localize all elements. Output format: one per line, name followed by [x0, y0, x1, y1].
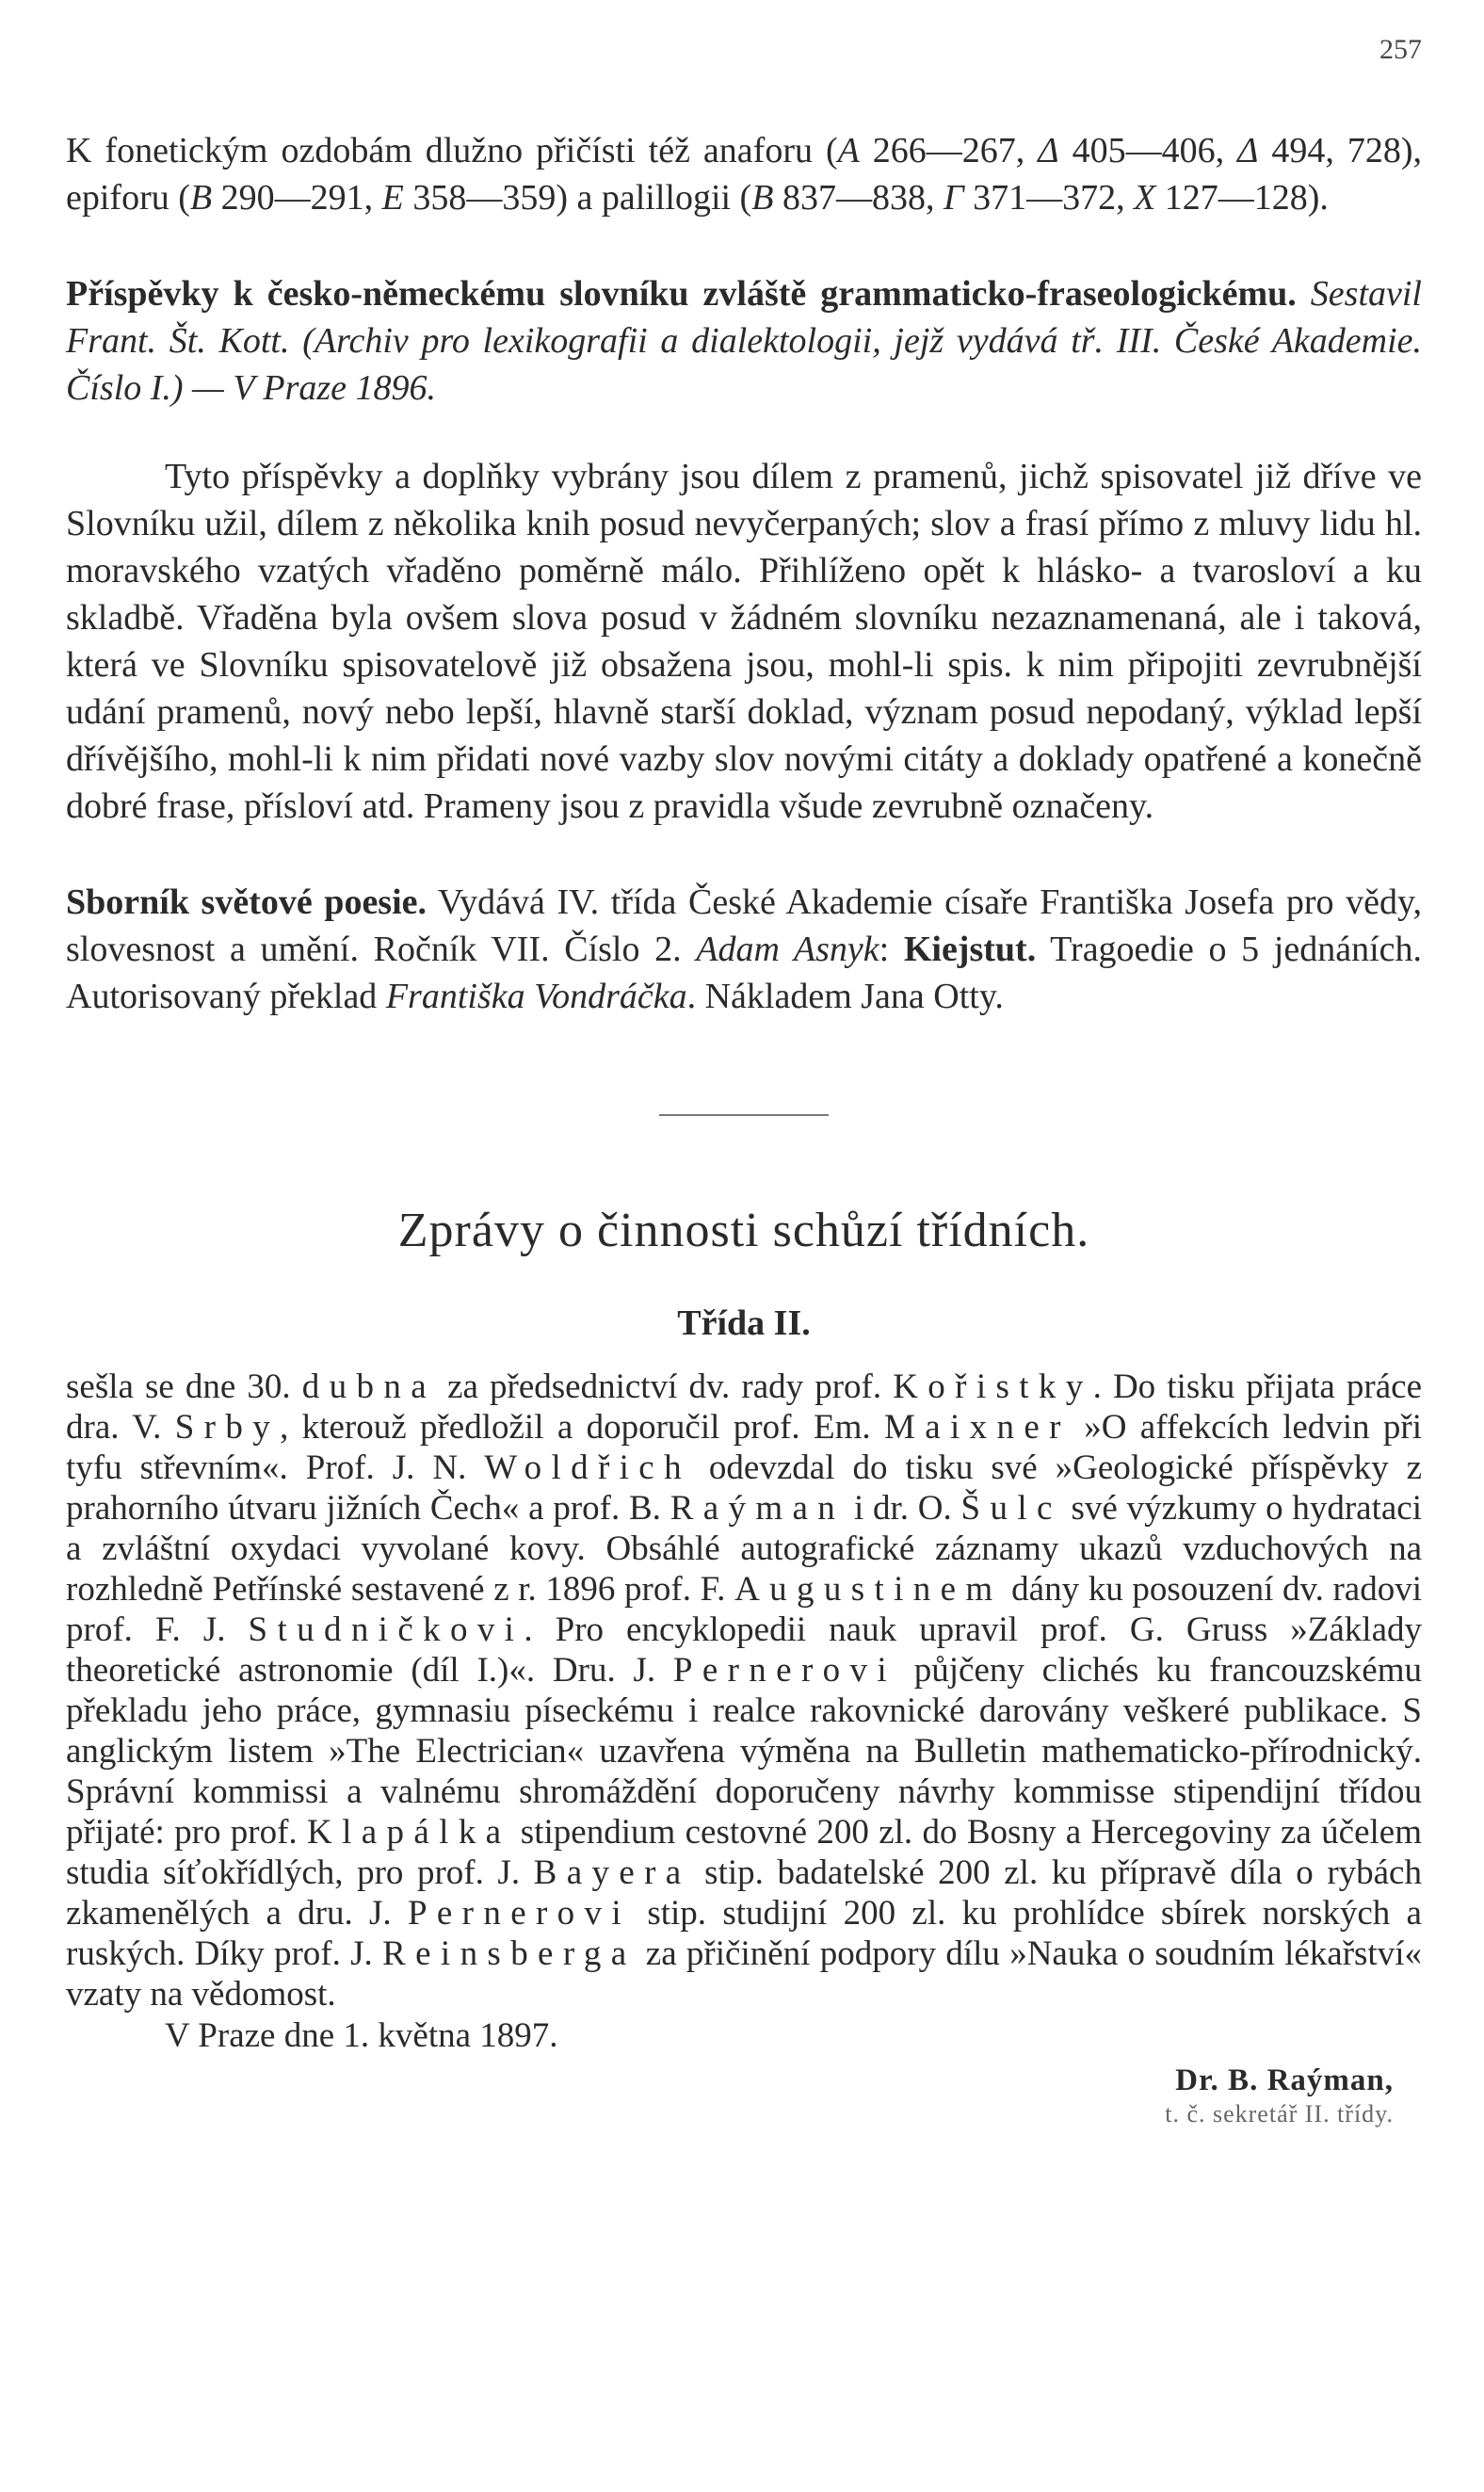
text: dány ku posouzení dv. radovi prof. F. J.	[66, 1570, 1422, 1649]
text: »O affekcích ledvin při tyfu střevním«. Prof. J. N.	[66, 1408, 1423, 1487]
spaced-name: Kořistky	[893, 1367, 1093, 1406]
work-title: Kiejstut.	[903, 930, 1037, 969]
book-letter: B	[189, 178, 213, 218]
spaced-name: Šulc	[960, 1489, 1062, 1528]
book-letter: E	[381, 178, 404, 218]
book-letter: Δ	[1038, 131, 1059, 170]
book-letter: A	[837, 131, 860, 170]
book-letter: X	[1134, 178, 1156, 218]
signature-role: t. č. sekretář II. třídy.	[1165, 2100, 1394, 2128]
entry-author: Sestavil Frant. Št. Kott.	[66, 274, 1422, 361]
text: Vydává IV. třída České Akademie císaře Františka Josefa pro vědy, slovesnost a umění. Ročník VII. Číslo 2.	[66, 882, 1422, 969]
text: K fonetickým ozdobám dlužno přičísti též anaforu (	[66, 131, 838, 170]
translator-name: Františka Vondráčka	[385, 977, 687, 1016]
text: stip. badatelské 200 zl. ku přípravě díla o rybách zkamenělých a dru. J.	[66, 1853, 1422, 1933]
text: . Nákladem Jana Otty.	[686, 977, 1004, 1016]
text: 358—359) a palillogii (	[403, 178, 752, 218]
section-divider	[659, 1114, 829, 1116]
page-number: 257	[1379, 34, 1422, 65]
entry-title: Příspěvky k česko-německému slovníku zvláště grammaticko-fraseologickému.	[66, 274, 1297, 314]
spaced-word: dubna	[301, 1367, 437, 1406]
book-letter: B	[751, 178, 774, 218]
text: , kterouž předložil a doporučil prof. Em.	[280, 1408, 884, 1447]
text: Tragoedie o 5 jednáních. Autorisovaný překlad	[66, 930, 1422, 1016]
spaced-name: Klapálka	[307, 1813, 511, 1852]
anaphora-paragraph	[66, 127, 1422, 221]
spaced-name: Raýman	[669, 1489, 846, 1528]
entry-author: Adam Asnyk	[696, 930, 879, 969]
book-letter: Γ	[943, 178, 964, 218]
class-heading: Třída II.	[677, 1303, 811, 1343]
text: 837—838,	[773, 178, 944, 218]
spaced-name: Augustinem	[734, 1570, 1003, 1609]
spaced-name: Woldřich	[484, 1448, 691, 1487]
text: sešla se dne 30.	[66, 1367, 302, 1406]
class-report-paragraph	[66, 1367, 1422, 2015]
text: 494, 728), epiforu (	[66, 131, 1423, 218]
text: 266—267,	[859, 131, 1039, 170]
section-heading: Zprávy o činnosti schůzí třídních.	[397, 1204, 1090, 1257]
spaced-name: Pernerovi	[672, 1651, 896, 1690]
spaced-name: Reinsberga	[382, 1934, 637, 1973]
text: své výzkumy o hydrataci a zvláštní oxydaci vyvolané kovy. Obsáhlé autografické záznamy ukazů vzduchových na rozhledně Petřínské sestavené z r. 1896 prof. F.	[66, 1489, 1423, 1609]
text: i dr. O.	[845, 1489, 961, 1528]
text: 405—406,	[1058, 131, 1238, 170]
text: 127—128).	[1155, 178, 1329, 218]
text: stipendium cestovné 200 zl. do Bosny a Hercegoviny za účelem studia síťokřídlých, pro prof. J.	[66, 1813, 1422, 1892]
text: 290—291,	[212, 178, 382, 218]
text: půjčeny clichés ku francouzskému překladu jeho práce, gymnasiu píseckému i realce rakovnické darovány veškeré publikace. S anglickým listem »The Electrician« uzavřena výměna na Bulletin mathematicko-přírodnický. Správní kommissi a valnému shromáždění doporučeny návrhy kommisse stipendijní třídou přijaté: pro prof.	[66, 1651, 1422, 1852]
spaced-name: Bayera	[533, 1853, 691, 1892]
text: 371—372,	[963, 178, 1135, 218]
signature-name: Dr. B. Raýman,	[1175, 2063, 1394, 2097]
place-date: V Praze dne 1. května 1897.	[165, 2016, 558, 2055]
entry-series: (Archiv pro lexikografii a dialektologii, jejž vydává tř. III. České Akademie. Číslo I.) — V Praze 1896.	[66, 321, 1422, 408]
entry-title: Sborník světové poesie.	[66, 882, 427, 922]
text: . Pro encyklopedii nauk upravil prof. G. Gruss »Základy theoretické astronomie (díl I.)«. Dru. J.	[66, 1610, 1422, 1690]
text: :	[879, 930, 904, 969]
dictionary-entry-heading	[66, 270, 1422, 412]
text: . Do tisku přijata práce dra. V.	[66, 1367, 1422, 1447]
text: za předsednictví dv. rady prof.	[436, 1367, 894, 1406]
book-letter: Δ	[1237, 131, 1259, 170]
poetry-anthology-entry	[66, 879, 1422, 1020]
page-content	[66, 127, 1422, 2129]
spaced-name: Pernerovi	[407, 1894, 632, 1933]
text: za přičinění podpory dílu »Nauka o soudním lékařství« vzaty na vědomost.	[66, 1934, 1422, 2014]
spaced-name: Srby	[174, 1408, 281, 1447]
text: stip. studijní 200 zl. ku prohlídce sbírek norských a ruských. Díky prof. J.	[66, 1894, 1422, 1973]
dictionary-entry-body: Tyto příspěvky a doplňky vybrány jsou dílem z pramenů, jichž spisovatel již dříve ve Slovníku užil, dílem z několika knih posud nevyčerpaných; slov a frasí přímo z mluvy lidu hl. moravského vzatých vřaděno poměrně málo. Přihlíženo opět k hlásko- a tvarosloví a ku skladbě. Vřaděna byla ovšem slova posud v žádném slovníku nezaznamenaná, ale i taková, která ve Slovníku spisovatelově již obsažena jsou, mohl-li spis. k nim připojiti zevrubnější udání pramenů, nový nebo lepší, hlavně starší doklad, význam posud nepodaný, výklad lepší dřívějšího, mohl-li k nim přidati nové vazby slov novými citáty a doklady opatřené a konečně dobré frase, přísloví atd. Prameny jsou z pravidla všude zevrubně označeny.	[66, 457, 1422, 826]
spaced-name: Studničkovi	[248, 1610, 524, 1649]
spaced-name: Maixner	[883, 1408, 1071, 1447]
text: odevzdal do tisku své »Geologické příspěvky z prahorního útvaru jižních Čech« a prof. B.	[66, 1448, 1422, 1528]
